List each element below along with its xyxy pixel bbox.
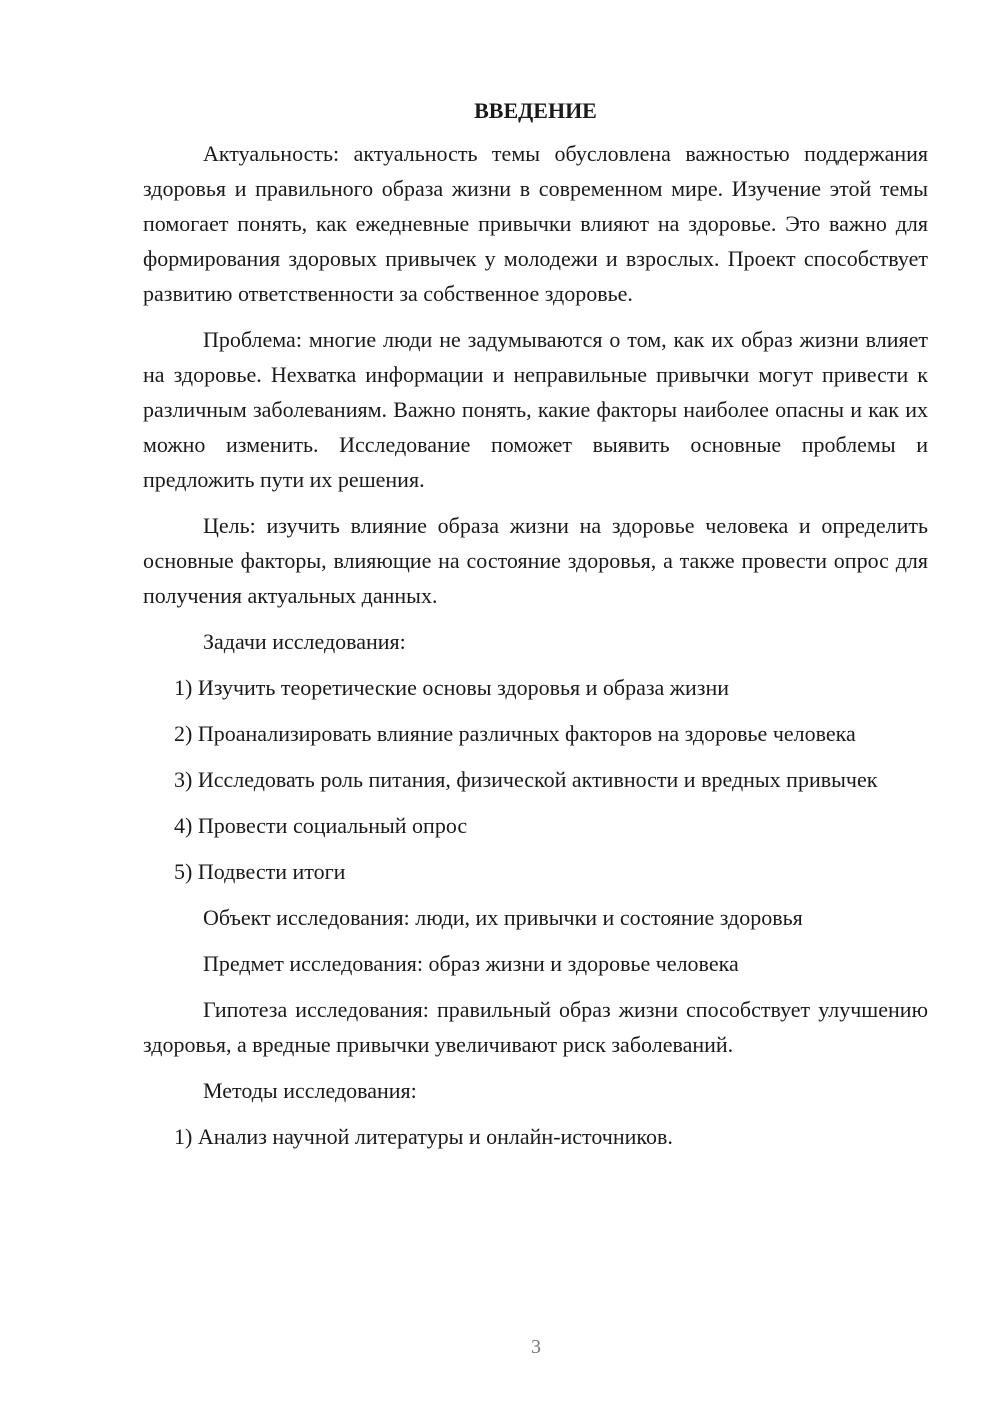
research-subject: Предмет исследования: образ жизни и здоровье человека — [203, 951, 739, 976]
goal-paragraph: Цель: изучить влияние образа жизни на здоровье человека и определить основные факторы, влияющие на состояние здоровья, а также провести опрос для получения актуальных данных. — [143, 513, 928, 608]
hypothesis-paragraph: Гипотеза исследования: правильный образ жизни способствует улучшению здоровья, а вредные привычки увеличивают риск заболеваний. — [143, 997, 928, 1057]
tasks-heading: Задачи исследования: — [203, 629, 406, 654]
task-item-3: 3) Исследовать роль питания, физической активности и вредных привычек — [174, 767, 878, 792]
methods-heading: Методы исследования: — [203, 1078, 417, 1103]
relevance-paragraph: Актуальность: актуальность темы обусловлена важностью поддержания здоровья и правильного образа жизни в современном мире. Изучение этой темы помогает понять, как ежедневные привычки влияют на здоровье. Это важно для формирования здоровых привычек у молодежи и взрослых. Проект способствует развитию ответственности за собственное здоровье. — [143, 141, 928, 306]
task-item-4: 4) Провести социальный опрос — [174, 813, 468, 838]
task-item-1: 1) Изучить теоретические основы здоровья и образа жизни — [174, 675, 730, 700]
task-item-2: 2) Проанализировать влияние различных факторов на здоровье человека — [174, 721, 856, 746]
research-object: Объект исследования: люди, их привычки и состояние здоровья — [203, 905, 803, 930]
problem-paragraph: Проблема: многие люди не задумываются о том, как их образ жизни влияет на здоровье. Нехватка информации и неправильные привычки могут привести к различным заболеваниям. Важно понять, какие факторы наиболее опасны и как их можно изменить. Исследование поможет выявить основные проблемы и предложить пути их решения. — [143, 327, 928, 492]
page-number: 3 — [531, 1336, 541, 1358]
task-item-5: 5) Подвести итоги — [174, 859, 346, 884]
method-item-1: 1) Анализ научной литературы и онлайн-источников. — [174, 1124, 673, 1149]
section-heading: ВВЕДЕНИЕ — [474, 98, 597, 123]
page-content — [143, 96, 928, 1165]
